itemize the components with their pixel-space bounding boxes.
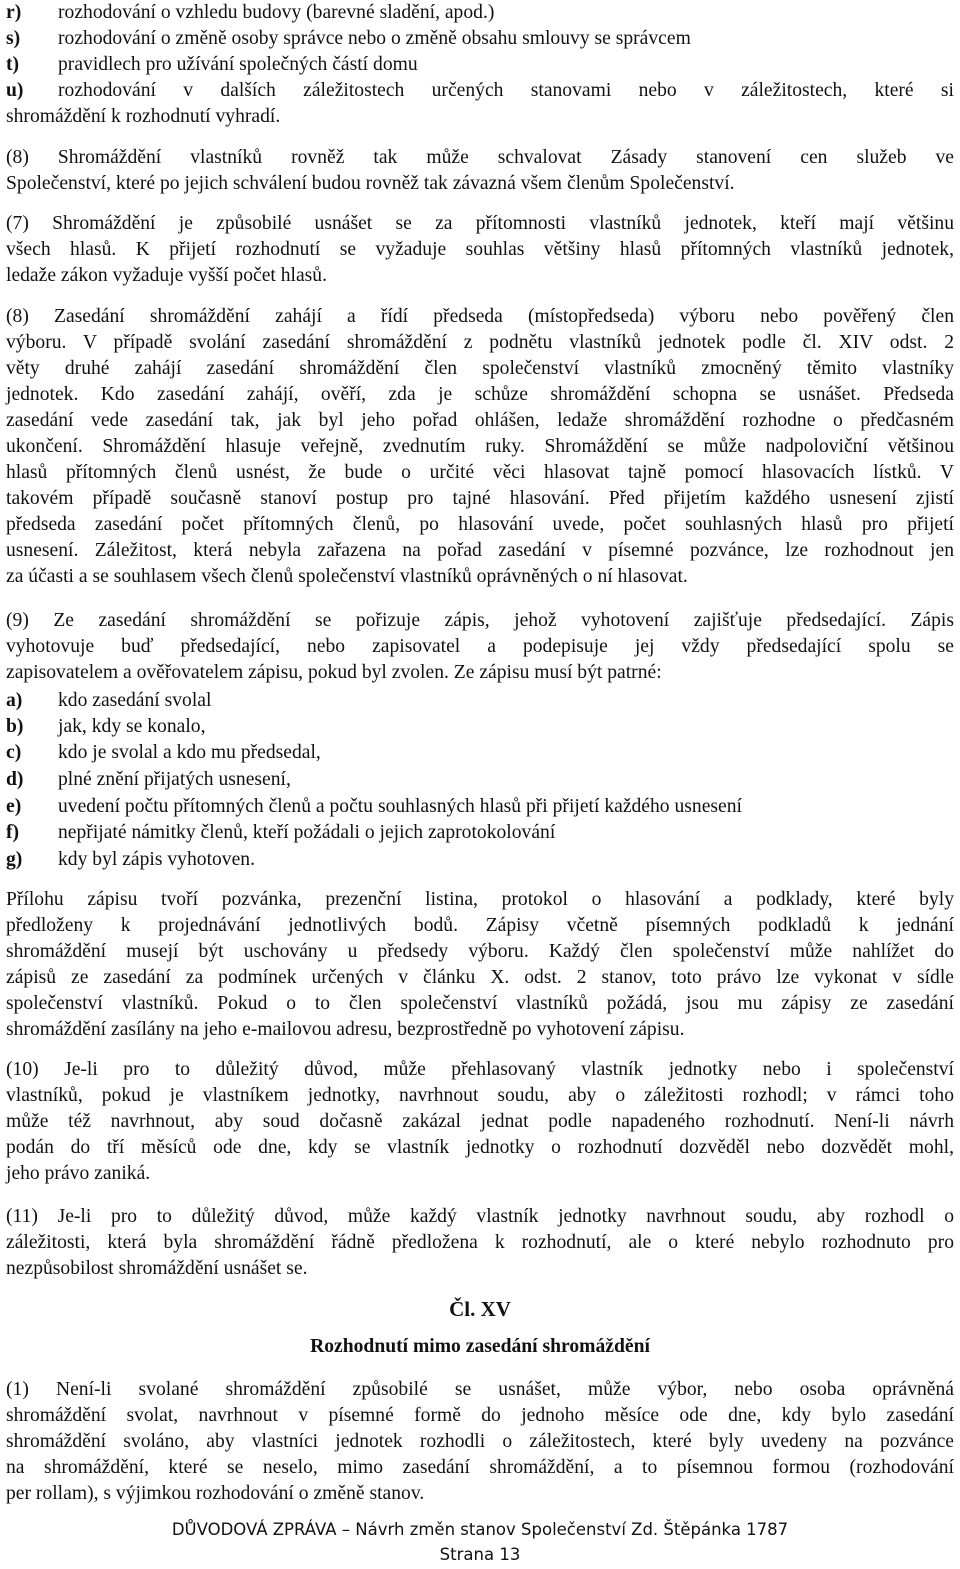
paragraph-7-line: (7) Shromáždění je způsobilé usnášet se za přítomnosti vlastníků jednotek, kteří mají většinu <box>6 213 954 234</box>
article-number: Čl. XV <box>449 1297 511 1321</box>
paragraph-8b-line: předseda zasedání počet přítomných členů, po hlasování uvede, počet souhlasných hlasů pro přijetí <box>6 514 954 535</box>
paragraph-10-line: vlastníků, pokud je vlastníkem jednotky, navrhnout soudu, aby o záležitosti rozhodl; v rámci toho <box>6 1085 954 1106</box>
list-item-r: r) rozhodování o vzhledu budovy (barevné sladění, apod.) <box>6 2 495 23</box>
paragraph-8a-line: Společenství, které po jejich schválení budou rovněž tak závazná všem členům Společenství. <box>6 173 735 194</box>
paragraph-8b-line: jednotek. Kdo zasedání zahájí, ověří, zda je schůze shromáždění schopna se usnášet. Předseda <box>6 384 954 405</box>
paragraph-8b-line: takovém případě současně stanoví postup pro tajné hlasování. Před přijetím každého usnesení zjistí <box>6 488 954 509</box>
paragraph-11-line: (11) Je-li pro to důležitý důvod, může každý vlastník jednotky navrhnout soudu, aby rozhodl o <box>6 1206 954 1227</box>
footer-page-number: Strana 13 <box>439 1545 521 1564</box>
list-item-c: c) kdo je svolal a kdo mu předsedal, <box>6 742 321 763</box>
priloha-line: zápisů ze zasedání za podmínek určených v článku X. odst. 2 stanov, toto právo lze vykonat v sídle <box>6 967 954 988</box>
list-item-t: t) pravidlech pro užívání společných částí domu <box>6 54 418 75</box>
paragraph-10-line: podán do tří měsíců ode dne, kdy se vlastník jednotky o rozhodnutí dozvěděl nebo dozvědět mohl, <box>6 1137 954 1158</box>
paragraph-8b-line: zasedání vede zasedání tak, jak byl jeho pořad ohlášen, ledaže shromáždění rozhodne o předčasném <box>6 410 954 431</box>
paragraph-9-line: vyhotovuje buď předsedající, nebo zapisovatel a podepisuje jej vždy předsedající spolu se <box>6 636 954 657</box>
priloha-line: předloženy k projednávání jednotlivých bodů. Zápisy včetně písemných podkladů k jednání <box>6 915 954 936</box>
list-item-f: f) nepřijaté námitky členů, kteří požádali o jejich zaprotokolování <box>6 822 556 843</box>
priloha-line: Přílohu zápisu tvoří pozvánka, prezenční listina, protokol o hlasování a podklady, které byly <box>6 889 954 910</box>
paragraph-8b-line: za účasti a se souhlasem všech členů společenství vlastníků oprávněných o ní hlasovat. <box>6 566 688 587</box>
paragraph-1-line: shromáždění svoláno, aby vlastníci jednotek rozhodli o záležitostech, které byly uvedeny na pozvánce <box>6 1431 954 1452</box>
paragraph-9-line: zapisovatelem a ověřovatelem zápisu, pokud byl zvolen. Ze zápisu musí být patrné: <box>6 662 662 683</box>
paragraph-8b-line: výboru. V případě svolání zasedání shromáždění z podnětu vlastníků jednotek podle čl. XIV odst. 2 <box>6 332 954 353</box>
paragraph-11-line: nezpůsobilost shromáždění usnášet se. <box>6 1258 308 1279</box>
priloha-line: shromáždění zasílány na jeho e-mailovou adresu, bezprostředně po vyhotovení zápisu. <box>6 1019 685 1040</box>
paragraph-8a-line: (8) Shromáždění vlastníků rovněž tak může schvalovat Zásady stanovení cen služeb ve <box>6 147 954 168</box>
paragraph-8b-line: (8) Zasedání shromáždění zahájí a řídí předseda (místopředseda) výboru nebo pověřený člen <box>6 306 954 327</box>
paragraph-1-line: shromáždění svolat, navrhnout v písemné formě do jednoho měsíce ode dne, kdy bylo zasedání <box>6 1405 954 1426</box>
list-item-a: a) kdo zasedání svolal <box>6 690 212 711</box>
list-item-e: e) uvedení počtu přítomných členů a počtu souhlasných hlasů při přijetí každého usnesení <box>6 796 742 817</box>
list-item-s: s) rozhodování o změně osoby správce nebo o změně obsahu smlouvy se správcem <box>6 28 691 49</box>
list-item-d: d) plné znění přijatých usnesení, <box>6 769 291 790</box>
paragraph-8b-line: ukončení. Shromáždění hlasuje veřejně, zvednutím ruky. Shromáždění se může nadpoloviční většinou <box>6 436 954 457</box>
list-item-u-cont: shromáždění k rozhodnutí vyhradí. <box>6 106 281 127</box>
list-item-u: u) rozhodování v dalších záležitostech určených stanovami nebo v záležitostech, které si <box>6 80 954 101</box>
paragraph-1-line: na shromáždění, které se neselo, mimo zasedání shromáždění, a to písemnou formou (rozhodování <box>6 1457 954 1478</box>
footer-report-title: DŮVODOVÁ ZPRÁVA – Návrh změn stanov Společenství Zd. Štěpánka 1787 <box>171 1520 789 1539</box>
paragraph-10-line: může též navrhnout, aby soud dočasně zakázal jednat podle napadeného rozhodnutí. Není-li návrh <box>6 1111 954 1132</box>
priloha-line: společenství vlastníků. Pokud o to člen společenství vlastníků požádá, jsou mu zápisy ze zasedání <box>6 993 954 1014</box>
paragraph-1-line: per rollam), s výjimkou rozhodování o změně stanov. <box>6 1483 425 1504</box>
paragraph-8b-line: usnesení. Záležitost, která nebyla zařazena na pořad zasedání v písemné pozvánce, lze rozhodnout jen <box>6 540 954 561</box>
paragraph-10-line: jeho právo zaniká. <box>6 1163 151 1184</box>
paragraph-9-line: (9) Ze zasedání shromáždění se pořizuje zápis, jehož vyhotovení zajišťuje předsedající. Zápis <box>6 610 954 631</box>
paragraph-8b-line: hlasů přítomných členů usnést, že bude o určité věci hlasovat tajně pomocí hlasovacích lístků. V <box>6 462 954 483</box>
list-item-b: b) jak, kdy se konalo, <box>6 716 206 737</box>
paragraph-10-line: (10) Je-li pro to důležitý důvod, může přehlasovaný vlastník jednotky nebo i společenství <box>6 1059 954 1080</box>
paragraph-11-line: záležitosti, která byla shromáždění řádně předložena k rozhodnutí, ale o které nebylo rozhodnuto pro <box>6 1232 954 1253</box>
list-item-g: g) kdy byl zápis vyhotoven. <box>6 849 255 870</box>
paragraph-7-line: všech hlasů. K přijetí rozhodnutí se vyžaduje souhlas většiny hlasů přítomných vlastníků jednotek, <box>6 239 954 260</box>
paragraph-7-line: ledaže zákon vyžaduje vyšší počet hlasů. <box>6 265 328 286</box>
article-title: Rozhodnutí mimo zasedání shromáždění <box>310 1336 650 1357</box>
priloha-line: shromáždění musejí být uschovány u předsedy výboru. Každý člen společenství může nahlížet do <box>6 941 954 962</box>
paragraph-8b-line: věty druhé zahájí zasedání shromáždění člen společenství vlastníků zmocněný těmito vlastníky <box>6 358 954 379</box>
paragraph-1-line: (1) Není-li svolané shromáždění způsobilé se usnášet, může výbor, nebo osoba oprávněná <box>6 1379 954 1400</box>
